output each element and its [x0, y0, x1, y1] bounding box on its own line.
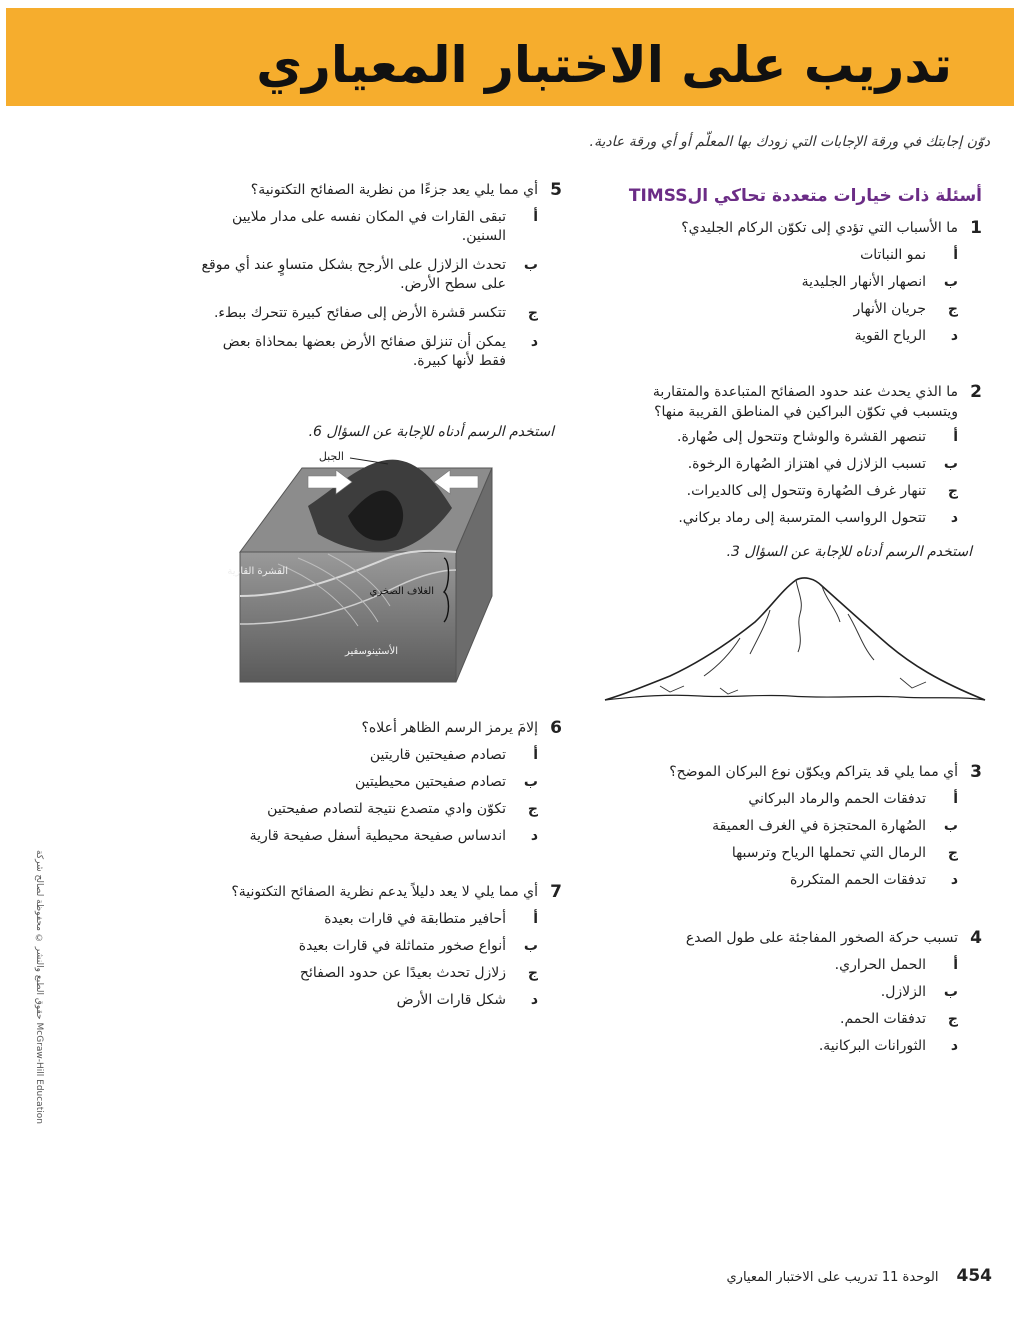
question-stem: ما الذي يحدث عند حدود الصفائح المتباعدة والمتقاربة ويتسبب في تكوّن البراكين في المناطق القريبة منها؟: [652, 384, 958, 420]
question-7: [198, 882, 562, 1010]
question-stem: إلامَ يرمز الرسم الظاهر أعلاه؟: [361, 720, 538, 736]
question-number: 2: [970, 382, 982, 402]
section-heading: أسئلة ذات خيارات متعددة تحاكي الTIMSS: [628, 186, 982, 206]
option-a[interactable]: أ أحافير متطابقة في قارات بعيدة: [324, 911, 538, 927]
option-a[interactable]: أ تدفقات الحمم والرماد البركاني: [748, 791, 958, 807]
page-title: تدريب على الاختبار المعياري: [256, 36, 952, 94]
option-b[interactable]: ب تحدث الزلازل على الأرجح بشكل متساوٍ عند أي موقع على سطح الأرض.: [201, 257, 538, 292]
question-stem: أي مما يلي قد يتراكم ويكوّن نوع البركان الموضح؟: [669, 764, 958, 780]
option-d[interactable]: د تتحول الرواسب المترسبة إلى رماد بركاني.: [678, 510, 958, 526]
figure-caption-q6: استخدم الرسم أدناه للإجابة عن السؤال 6.: [308, 424, 554, 440]
option-a[interactable]: أ الحمل الحراري.: [834, 957, 958, 973]
option-c[interactable]: ج تنهار غرف الصُهارة وتتحول إلى كالديرات.: [686, 483, 958, 499]
question-4: [618, 928, 982, 1056]
question-6: [198, 718, 562, 846]
question-number: 7: [550, 882, 562, 902]
option-d[interactable]: د شكل قارات الأرض: [396, 992, 538, 1008]
option-c[interactable]: ج تدفقات الحمم.: [840, 1011, 958, 1027]
option-b[interactable]: ب انصهار الأنهار الجليدية: [801, 274, 958, 290]
option-d[interactable]: د يمكن أن تنزلق صفائح الأرض بعضها بمحاذاة بعض فقط لأنها كبيرة.: [222, 334, 538, 369]
label-asthenosphere: الأسثينوسفير: [344, 646, 398, 657]
volcano-drawing: [600, 568, 990, 708]
option-a[interactable]: أ تصادم صفيحتين قاريتين: [369, 747, 538, 763]
instructions-text: دوّن إجابتك في ورقة الإجابات التي زودك بها المعلّم أو أي ورقة عادية.: [589, 134, 990, 150]
option-c[interactable]: ج جريان الأنهار: [853, 301, 958, 317]
option-b[interactable]: ب تسبب الزلازل في اهتزاز الصُهارة الرخوة.: [687, 456, 958, 472]
question-number: 6: [550, 718, 562, 738]
plate-boundary-diagram: [227, 446, 498, 686]
option-c[interactable]: ج زلازل تحدث بعيدًا عن حدود الصفائح: [299, 965, 538, 981]
question-stem: تسبب حركة الصخور المفاجئة على طول الصدع: [685, 930, 958, 946]
option-d[interactable]: د الثورانات البركانية.: [818, 1038, 958, 1054]
figure-caption-q3: استخدم الرسم أدناه للإجابة عن السؤال 3.: [726, 544, 972, 560]
question-3: [618, 762, 982, 890]
option-c[interactable]: ج تكوّن وادي متصدع نتيجة لتصادم صفيحتين: [267, 801, 538, 817]
question-stem: أي مما يلي لا يعد دليلاً يدعم نظرية الصفائح التكتونية؟: [231, 884, 538, 900]
option-b[interactable]: ب تصادم صفيحتين محيطيتين: [354, 774, 538, 790]
option-a[interactable]: أ نمو النباتات: [860, 247, 958, 263]
question-5: [198, 180, 562, 371]
question-number: 1: [970, 218, 982, 238]
option-d[interactable]: د الرياح القوية: [854, 328, 958, 344]
footer-text: الوحدة 11 تدريب على الاختبار المعياري: [726, 1270, 939, 1285]
header-banner: [6, 8, 1014, 106]
option-a[interactable]: أ تبقى القارات في المكان نفسه على مدار ملايين السنين.: [231, 209, 538, 244]
label-mountain: الجبل: [318, 450, 344, 463]
option-d[interactable]: د اندساس صفيحة محيطية أسفل صفيحة قارية: [249, 828, 538, 844]
question-stem: ما الأسباب التي تؤدي إلى تكوّن الركام الجليدي؟: [681, 220, 958, 236]
question-2: [618, 382, 982, 528]
option-d[interactable]: د تدفقات الحمم المتكررة: [790, 872, 958, 888]
page-number: 454: [956, 1266, 992, 1286]
copyright-credit: حقوق الطبع والنشر © محفوظة لصالح شركة McGraw-Hill Education: [34, 850, 44, 1124]
option-c[interactable]: ج الرمال التي تحملها الرياح وترسبها: [731, 845, 958, 861]
option-c[interactable]: ج تتكسر قشرة الأرض إلى صفائح كبيرة تتحرك ببطء.: [213, 305, 538, 321]
option-b[interactable]: ب الزلازل.: [880, 984, 958, 1000]
question-number: 3: [970, 762, 982, 782]
label-lithosphere: الغلاف الصخري: [369, 586, 434, 597]
question-number: 5: [550, 180, 562, 200]
label-crust: القشرة القارية: [227, 566, 288, 577]
question-1: [618, 218, 982, 346]
question-number: 4: [970, 928, 982, 948]
option-a[interactable]: أ تنصهر القشرة والوشاح وتتحول إلى صُهارة.: [677, 429, 958, 445]
question-stem: أي مما يلي يعد جزءًا من نظرية الصفائح التكتونية؟: [250, 182, 538, 198]
option-b[interactable]: ب أنواع صخور متماثلة في قارات بعيدة: [298, 938, 538, 954]
page-footer: [726, 1266, 992, 1286]
option-b[interactable]: ب الصُهارة المحتجزة في الغرف العميقة: [712, 818, 958, 834]
